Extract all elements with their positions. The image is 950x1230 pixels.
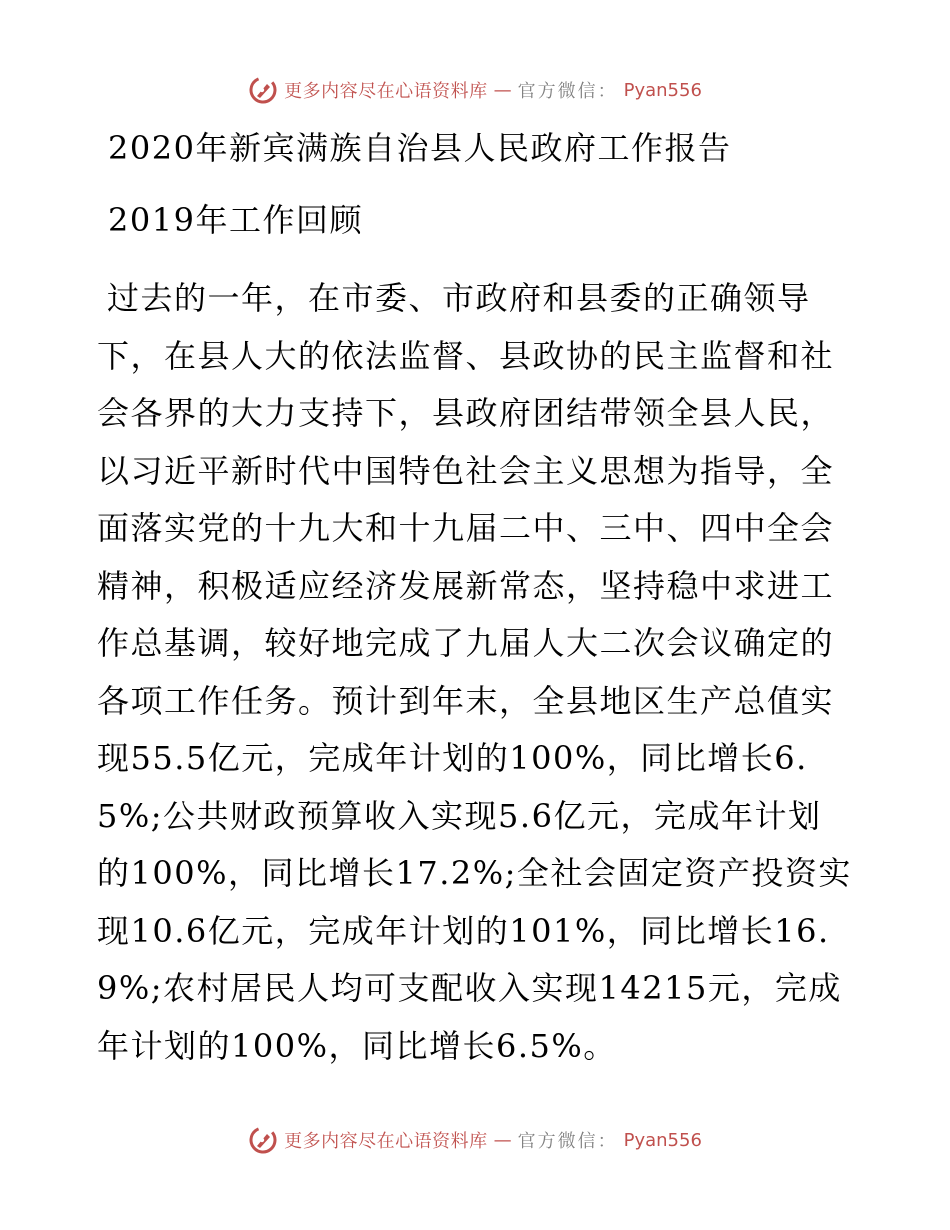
- watermark-official-label: 官方微信：: [517, 1131, 618, 1152]
- watermark-wechat-id: Pyan556: [623, 1129, 702, 1151]
- watermark-footer: [0, 1120, 950, 1160]
- pen-circle-logo-icon: [248, 75, 278, 105]
- watermark-text: 更多内容尽在心语资料库: [284, 81, 488, 102]
- watermark-dash: —: [493, 79, 512, 101]
- watermark-header: [0, 70, 950, 110]
- watermark-wechat-id: Pyan556: [623, 79, 702, 101]
- pen-circle-logo-icon: [248, 1125, 278, 1155]
- watermark-dash: —: [493, 1129, 512, 1151]
- watermark-official-label: 官方微信：: [517, 81, 618, 102]
- document-title: 2020年新宾满族自治县人民政府工作报告: [108, 129, 732, 167]
- body-paragraph: 过去的一年，在市委、市政府和县委的正确领导下，在县人大的依法监督、县政协的民主监督和社会各界的大力支持下，县政府团结带领全县人民，以习近平新时代中国特色社会主义思想为指导，全面落实党的十九大和十九届二中、三中、四中全会精神，积极适应经济发展新常态，坚持稳中求进工作总基调，较好地完成了九届人大二次会议确定的各项工作任务。预计到年末，全县地区生产总值实现55.5亿元，完成年计划的100%，同比增长6.5%;公共财政预算收入实现5.6亿元，完成年计划的100%，同比增长17.2%;全社会固定资产投资实现10.6亿元，完成年计划的101%，同比增长16.9%;农村居民人均可支配收入实现14215元，完成年计划的100%，同比增长6.5%。: [97, 279, 852, 1065]
- watermark-text: 更多内容尽在心语资料库: [284, 1131, 488, 1152]
- section-heading: 2019年工作回顾: [108, 201, 363, 239]
